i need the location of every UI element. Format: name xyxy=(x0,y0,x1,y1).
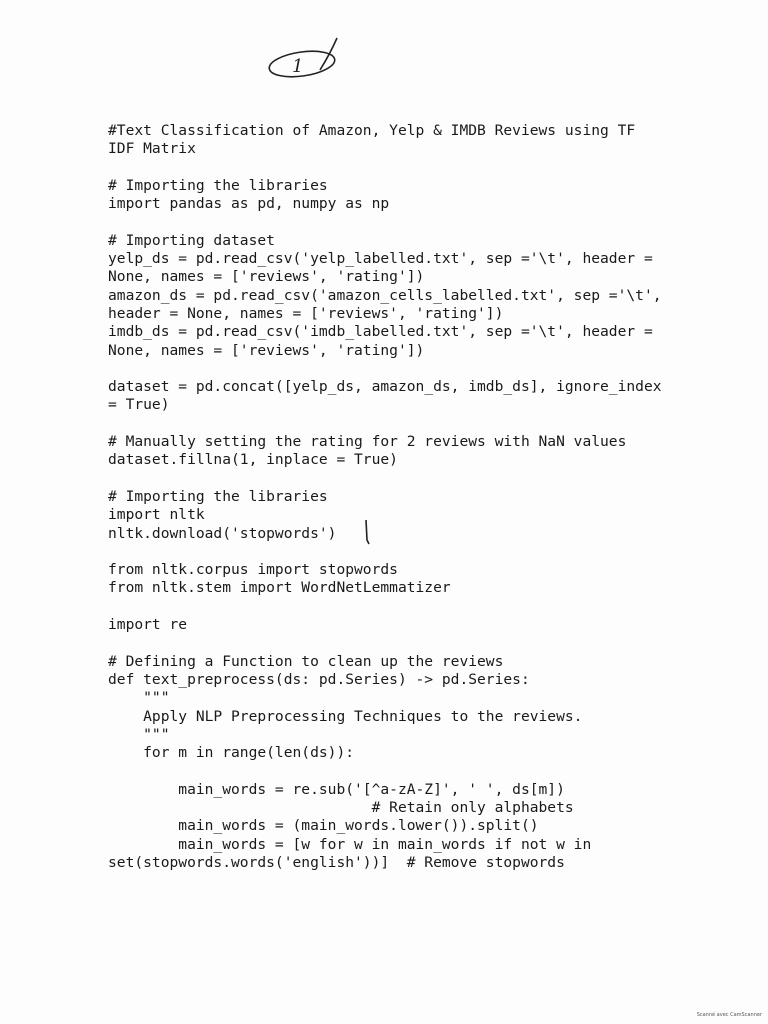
page-number-label: 1 xyxy=(292,56,304,77)
code-line xyxy=(108,762,662,780)
code-line: None, names = ['reviews', 'rating']) xyxy=(108,268,425,286)
code-line: dataset = pd.concat([yelp_ds, amazon_ds, imdb_ds], ignore_index xyxy=(108,378,662,396)
code-line xyxy=(108,360,662,378)
code-line: amazon_ds = pd.read_csv('amazon_cells_labelled.txt', sep ='\t', xyxy=(108,286,662,304)
code-line: # Retain only alphabets xyxy=(108,798,574,816)
code-line: #Text Classification of Amazon, Yelp & IMDB Reviews using TF xyxy=(108,122,636,139)
code-line: """ xyxy=(108,725,170,743)
handwritten-page-number xyxy=(262,34,352,84)
code-line: main_words = re.sub('[^a-zA-Z]', ' ', ds[m]) xyxy=(108,780,565,798)
code-line: header = None, names = ['reviews', 'rating']) xyxy=(108,304,504,322)
code-line: from nltk.stem import WordNetLemmatizer xyxy=(108,579,451,597)
code-line: = True) xyxy=(108,396,170,414)
code-line: main_words = [w for w in main_words if not w in xyxy=(108,835,592,853)
code-line: # Defining a Function to clean up the reviews xyxy=(108,652,504,670)
code-line xyxy=(108,543,662,561)
code-line: import re xyxy=(108,616,188,634)
code-line: def text_preprocess(ds: pd.Series) -> pd.Series: xyxy=(108,670,530,688)
code-line: """ xyxy=(108,689,170,707)
code-line: dataset.fillna(1, inplace = True) xyxy=(108,451,398,469)
code-line: for m in range(len(ds)): xyxy=(108,744,355,762)
code-line xyxy=(108,213,662,231)
code-line xyxy=(108,415,662,433)
code-line: nltk.download('stopwords') xyxy=(108,524,337,542)
code-line: # Importing dataset xyxy=(108,231,275,249)
code-listing xyxy=(108,122,662,872)
code-line: # Importing the libraries xyxy=(108,487,328,505)
code-line: # Manually setting the rating for 2 reviews with NaN values xyxy=(108,433,627,451)
scanner-watermark: Scanné avec CamScanner xyxy=(696,1012,762,1018)
code-line: yelp_ds = pd.read_csv('yelp_labelled.txt', sep ='\t', header = xyxy=(108,250,653,268)
code-line: imdb_ds = pd.read_csv('imdb_labelled.txt', sep ='\t', header = xyxy=(108,323,653,341)
code-line: None, names = ['reviews', 'rating']) xyxy=(108,341,425,359)
code-line: main_words = (main_words.lower()).split() xyxy=(108,817,539,835)
code-line: from nltk.corpus import stopwords xyxy=(108,561,398,579)
code-line: import pandas as pd, numpy as np xyxy=(108,195,390,213)
code-line: # Importing the libraries xyxy=(108,176,328,194)
code-line: IDF Matrix xyxy=(108,140,196,158)
pen-stroke-mark xyxy=(362,518,372,548)
code-line xyxy=(108,634,662,652)
code-line: set(stopwords.words('english'))] # Remove stopwords xyxy=(108,853,565,871)
code-line: Apply NLP Preprocessing Techniques to the reviews. xyxy=(108,707,583,725)
circled-number-mark xyxy=(262,34,352,84)
code-line xyxy=(108,470,662,488)
code-line xyxy=(108,598,662,616)
code-line xyxy=(108,159,662,177)
code-line: import nltk xyxy=(108,506,205,524)
